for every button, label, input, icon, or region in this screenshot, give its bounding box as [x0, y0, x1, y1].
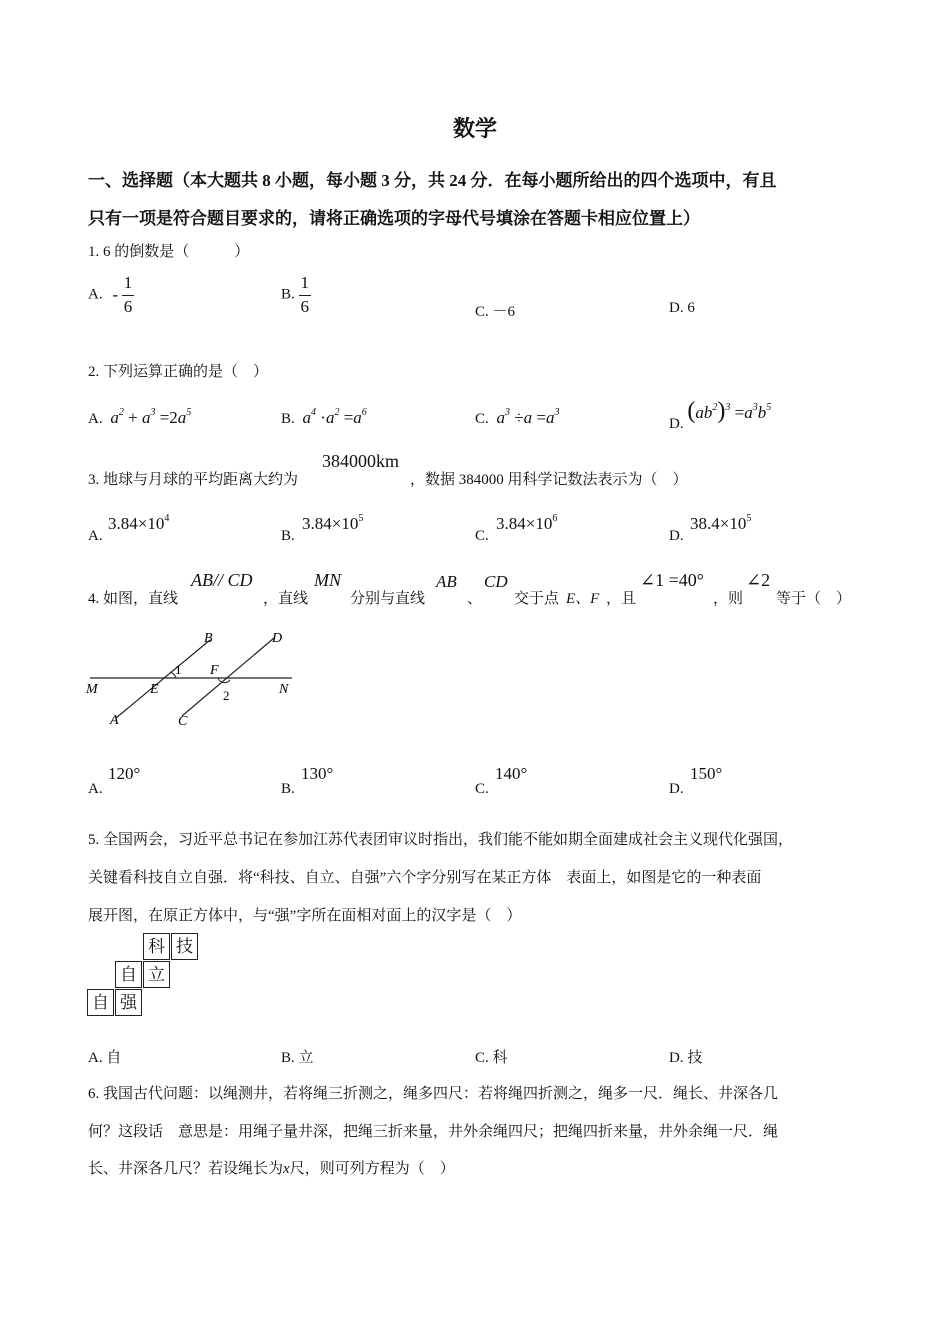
- line-ab: [116, 640, 210, 718]
- label-c: C: [178, 714, 188, 729]
- q1-option-c: C. －6: [475, 304, 516, 320]
- q1-option-b: [281, 274, 311, 316]
- label-n: N: [279, 682, 289, 697]
- q4-angle2: ∠2: [746, 570, 771, 590]
- q6-line3: 长、井深各几尺？若设绳长为x尺，则可列方程为（ ）: [88, 1161, 455, 1177]
- q5-option-d: D. 技: [669, 1050, 703, 1066]
- q4-math-ab: AB: [436, 572, 457, 591]
- net-cell: 科: [143, 933, 170, 960]
- q5-line2: 关键看科技自立自强．将“科技、自立、自强”六个字分别写在某正方体 表面上，如图是它的一种表面: [88, 870, 762, 886]
- q2-option-b: B. $a^4 \cdot a^2 =a^6$: [281, 407, 367, 427]
- q4-c-label: C.: [475, 781, 489, 797]
- net-cell: 自: [115, 961, 142, 988]
- q2-option-d: D. $(ab^2)^3 =a^3b^5$: [669, 398, 772, 432]
- q4-text-8: 等于（ ）: [776, 591, 852, 607]
- q4-math-ab-cd: AB// CD: [191, 570, 253, 590]
- q4-option-d: 150°: [690, 764, 723, 783]
- label-2: 2: [223, 688, 230, 703]
- q5-line1: 5. 全国两会，习近平总书记在参加江苏代表团审议时指出，我们能不能如期全面建成社会主义现代化强国，: [88, 832, 794, 848]
- page-title: 数学: [452, 116, 497, 141]
- q4-option-a: 120°: [108, 764, 141, 783]
- q3-distance: 384000km: [322, 451, 400, 471]
- net-cell: 自: [87, 989, 114, 1016]
- q6-line2: 何？这段话 意思是：用绳子量井深，把绳三折来量，井外余绳四尺；把绳四折来量，井外余绳一尺．绳: [88, 1124, 779, 1140]
- q2-option-c: C. $a^3 \div a =a^3$: [475, 407, 560, 427]
- q3-a-label: A.: [88, 528, 103, 544]
- q4-text-5: 交于点: [514, 591, 560, 607]
- label-1: 1: [175, 662, 182, 677]
- q1-option-a: [88, 274, 134, 316]
- label-f: F: [210, 663, 219, 678]
- q3-stem-pre: 3. 地球与月球的平均距离大约为: [88, 472, 299, 488]
- net-cell: 技: [171, 933, 198, 960]
- line-cd: [182, 638, 274, 716]
- q4-math-cd: CD: [484, 572, 508, 591]
- net-cell: 立: [143, 961, 170, 988]
- label-a: A: [110, 713, 119, 728]
- q1-b-label: B.: [281, 286, 295, 303]
- q4-angle1: ∠1 =40°: [640, 570, 704, 590]
- q4-d-label: D.: [669, 781, 684, 797]
- q1-a-fraction: $\frac{1}{6}$: [123, 273, 133, 316]
- q6-line1: 6. 我国古代问题：以绳测井，若将绳三折测之，绳多四尺：若将绳四折测之，绳多一尺．绳长、井深各几: [88, 1086, 779, 1102]
- q5-option-a: A. 自: [88, 1050, 122, 1066]
- q3-d-label: D.: [669, 528, 684, 544]
- q3-b-label: B.: [281, 528, 295, 544]
- q3-option-c: $3.84\times 10^6$: [496, 513, 558, 533]
- q4-a-label: A.: [88, 781, 103, 797]
- net-cell: 强: [115, 989, 142, 1016]
- q1-stem: 1. 6 的倒数是（ ）: [88, 244, 250, 260]
- q2-option-a: A. $a^2 + a^3 =2a^5$: [88, 407, 192, 427]
- q1-b-fraction: $\frac{1}{6}$: [300, 273, 310, 316]
- label-b: B: [204, 631, 213, 646]
- q4-text-3: 分别与直线: [350, 591, 426, 607]
- q1-option-d: D. 6: [669, 300, 695, 316]
- q4-text-4: 、: [467, 591, 483, 607]
- q3-option-b: $3.84\times 10^5$: [302, 513, 364, 533]
- q3-c-label: C.: [475, 528, 489, 544]
- q4-option-c: 140°: [495, 764, 528, 783]
- q4-text-2: ，直线: [263, 591, 309, 607]
- q3-option-d: $38.4\times 10^5$: [690, 513, 752, 533]
- q4-math-mn: MN: [314, 570, 341, 590]
- q4-points: E、F: [566, 591, 600, 607]
- label-d: D: [272, 631, 283, 646]
- q5-line3: 展开图，在原正方体中，与“强”字所在面相对面上的汉字是（ ）: [88, 908, 522, 924]
- q3-option-a: $3.84\times 10^4$: [108, 513, 170, 533]
- q4-text-1: 4. 如图，直线: [88, 591, 179, 607]
- q4-b-label: B.: [281, 781, 295, 797]
- q4-figure: [82, 624, 302, 734]
- q5-option-b: B. 立: [281, 1050, 314, 1066]
- q4-text-7: ，则: [713, 591, 744, 607]
- section-heading-line2: 只有一项是符合题目要求的，请将正确选项的字母代号填涂在答题卡相应位置上）: [88, 209, 700, 228]
- q4-text-6: ，且: [606, 591, 637, 607]
- section-heading-line1: 一、选择题（本大题共 8 小题，每小题 3 分，共 24 分．在每小题所给出的四个选项中，有且: [88, 171, 777, 190]
- q3-stem-post: ，数据 384000 用科学记数法表示为（ ）: [410, 472, 688, 488]
- q4-option-b: 130°: [301, 764, 334, 783]
- q2-stem: 2. 下列运算正确的是（ ）: [88, 364, 269, 380]
- label-e: E: [150, 682, 159, 697]
- label-m: M: [86, 682, 98, 697]
- q1-a-sign: -: [112, 285, 119, 305]
- q5-option-c: C. 科: [475, 1050, 508, 1066]
- q1-a-label: A.: [88, 286, 103, 303]
